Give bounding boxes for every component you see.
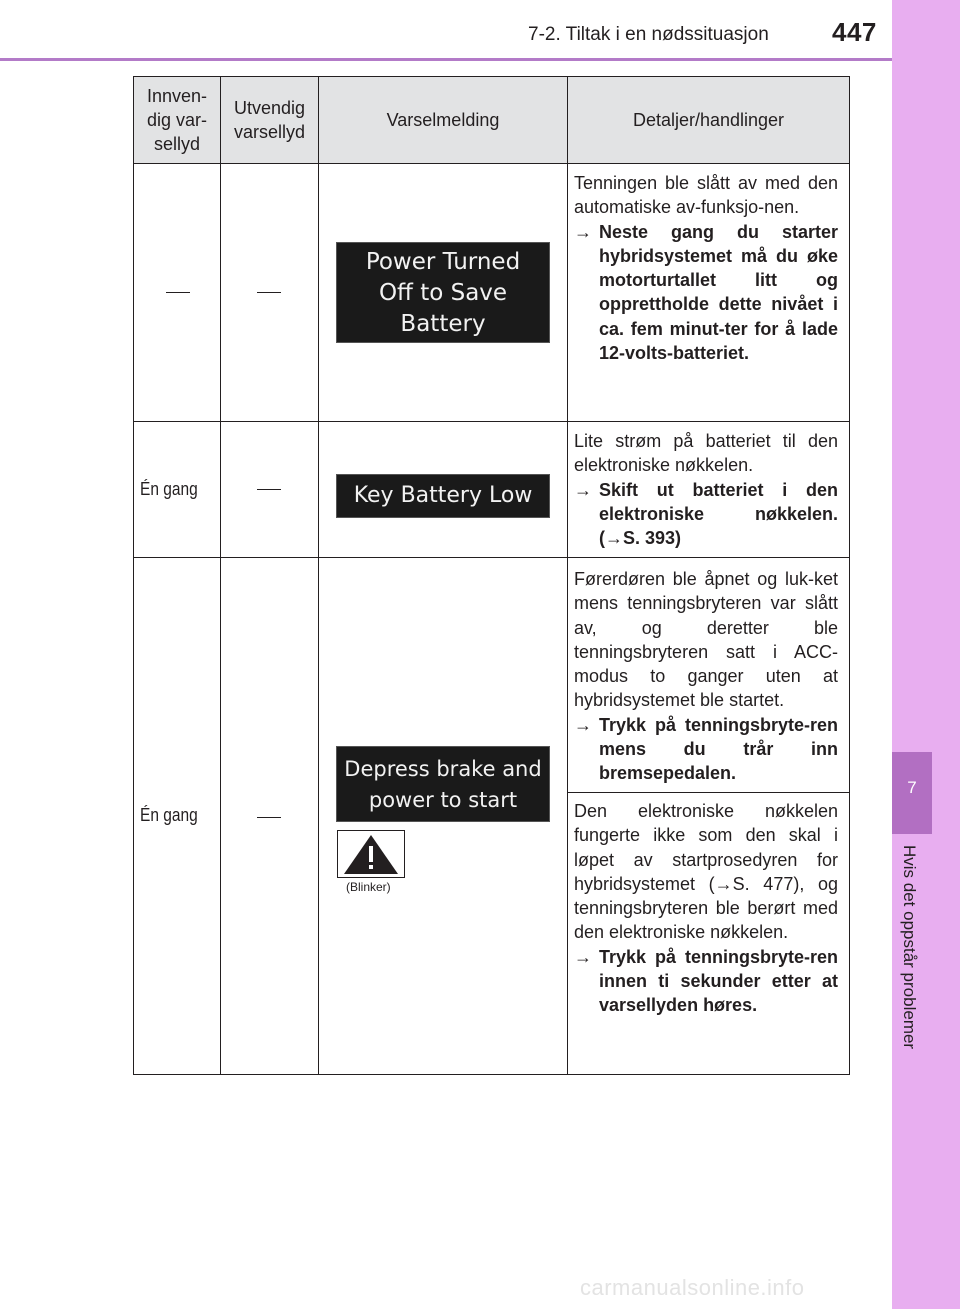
arrow-icon: → — [574, 221, 592, 242]
chapter-title-tab — [899, 845, 925, 1095]
action-text: Trykk på tenningsbryte-ren mens du trår inn bremsepedalen. — [599, 714, 838, 784]
header-line: Innven- — [146, 86, 208, 106]
row-divider — [567, 792, 850, 793]
arrow-icon: → — [574, 946, 592, 967]
message-key-battery-low — [336, 474, 550, 518]
warning-triangle-icon — [337, 830, 405, 878]
blinker-caption: (Blinker) — [346, 880, 391, 894]
message-line: Off to Save — [378, 280, 508, 306]
header-line: sellyd — [153, 134, 201, 154]
message-line: Key Battery Low — [353, 483, 533, 508]
header-internal-sound — [134, 84, 220, 156]
detail-text: Førerdøren ble åpnet og luk-ket mens tenningsbryteren var slått av, og deretter ble tenningsbryteren satt i ACC-modus to ganger uten at hybridsystemet ble startet. — [574, 569, 838, 711]
message-line: Power Turned — [365, 249, 521, 275]
detail-text: Den elektroniske nøkkelen fungerte ikke som den skal i løpet av startprosedyren for hybridsystemet (→S. 477), og tenningsbryteren ble berørt med den elektroniske nøkkelen. — [574, 801, 838, 943]
chapter-title: Hvis det oppstår problemer — [900, 845, 919, 1050]
header-rule — [0, 58, 892, 61]
side-tab — [892, 0, 960, 1309]
message-line: Battery — [400, 311, 486, 337]
header-external-sound — [221, 96, 318, 144]
internal-sound-once: Én gang — [140, 479, 198, 499]
detail-text: Lite strøm på batteriet til den elektroniske nøkkelen. — [574, 431, 838, 476]
action — [574, 945, 838, 1018]
header-details-actions: Detaljer/handlinger — [632, 110, 785, 130]
column-divider — [318, 76, 319, 1075]
arrow-icon: → — [574, 714, 592, 735]
message-line: Depress brake and — [344, 757, 542, 781]
page-number: 447 — [832, 17, 877, 47]
watermark: carmanualsonline.info — [580, 1275, 805, 1300]
action-text: Trykk på tenningsbryte-ren innen ti sekunder etter at varsellyden høres. — [599, 946, 838, 1016]
row3a-details — [574, 567, 838, 786]
row-divider — [133, 163, 850, 164]
no-sound-dash — [257, 489, 281, 490]
action-text: Skift ut batteriet i den elektroniske nøkkelen. (→S. 393) — [599, 479, 838, 549]
column-divider — [220, 76, 221, 1075]
no-sound-dash — [257, 292, 281, 293]
row-divider — [133, 421, 850, 422]
header-line: Utvendig — [233, 98, 306, 118]
no-sound-dash — [166, 292, 190, 293]
internal-sound-once: Én gang — [140, 805, 198, 825]
row-divider — [133, 557, 850, 558]
header-line: varsellyd — [233, 122, 306, 142]
detail-text: Tenningen ble slått av med den automatiske av-funksjo-nen. — [574, 173, 838, 218]
row1-details — [574, 171, 838, 365]
header-line: dig var- — [146, 110, 208, 130]
action-text: Neste gang du starter hybridsystemet må du øke motorturtallet litt og opprettholde dette nivået i ca. fem minut-ter for å lade 12-volts-batteriet. — [599, 221, 838, 364]
message-power-turned-off — [336, 242, 550, 343]
action — [574, 713, 838, 786]
action — [574, 478, 838, 551]
message-depress-brake — [336, 746, 550, 822]
message-line: power to start — [368, 788, 518, 812]
column-divider — [567, 76, 568, 1075]
row2-details — [574, 429, 838, 550]
no-sound-dash — [257, 817, 281, 818]
chapter-number-tab — [892, 752, 932, 834]
section-title: 7-2. Tiltak i en nødssituasjon — [528, 24, 769, 45]
action — [574, 220, 838, 366]
arrow-icon: → — [574, 479, 592, 500]
header-warning-message: Varselmelding — [386, 110, 500, 130]
row3b-details — [574, 799, 838, 1018]
chapter-number: 7 — [907, 778, 917, 797]
